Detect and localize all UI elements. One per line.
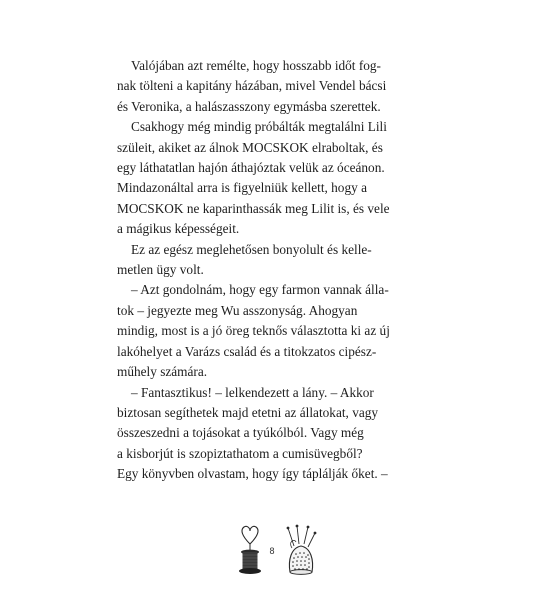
thimble-needles-icon — [282, 524, 320, 576]
text-line: egy láthatatlan hajón áthajóztak velük az óceánon. — [117, 160, 385, 176]
text-line: Egy könyvben olvastam, hogy így táplálják őket. – — [117, 466, 388, 482]
heart-spool-icon — [233, 524, 267, 576]
text-line: biztosan segíthetek majd etetni az állatokat, vagy — [117, 404, 379, 420]
body-text — [117, 56, 427, 485]
text-line: – Fantasztikus! – lelkendezett a lány. – Akkor — [131, 384, 374, 400]
text-line: mindig, most is a jó öreg teknős választotta ki az új — [117, 323, 390, 339]
page-number: 8 — [269, 546, 275, 556]
text-line: Mindazonáltal arra is figyelniük kellett, hogy a — [117, 180, 367, 196]
text-line: Csakhogy még mindig próbálták megtalálni Lili — [131, 119, 387, 135]
text-line: Valójában azt remélte, hogy hosszabb időt fog- — [131, 58, 381, 73]
text-line: MOCSKOK ne kaparinthassák meg Lilit is, és vele — [117, 200, 390, 216]
text-line: – Azt gondolnám, hogy egy farmon vannak álla- — [131, 282, 389, 298]
text-line: tok – jegyezte meg Wu asszonyság. Ahogyan — [117, 302, 358, 318]
text-line: nak tölteni a kapitány házában, mivel Vendel bácsi — [117, 78, 387, 94]
text-line: a kisborjút is szopiztathatom a cumisüvegből? — [117, 445, 363, 461]
text-line: műhely számára. — [117, 364, 208, 380]
text-line: metlen ügy volt. — [117, 262, 204, 278]
text-line: Ez az egész meglehetősen bonyolult és kelle- — [131, 241, 372, 257]
text-line: szüleit, akiket az álnok MOCSKOK elraboltak, és — [117, 139, 383, 155]
text-line: a mágikus képességeit. — [117, 221, 240, 237]
text-line: lakóhelyet a Varázs család és a titokzatos cipész- — [117, 343, 377, 359]
text-line: és Veronika, a halászasszony egymásba szerettek. — [117, 98, 381, 114]
text-line: összeszedni a tojásokat a tyúkólból. Vagy még — [117, 425, 364, 441]
